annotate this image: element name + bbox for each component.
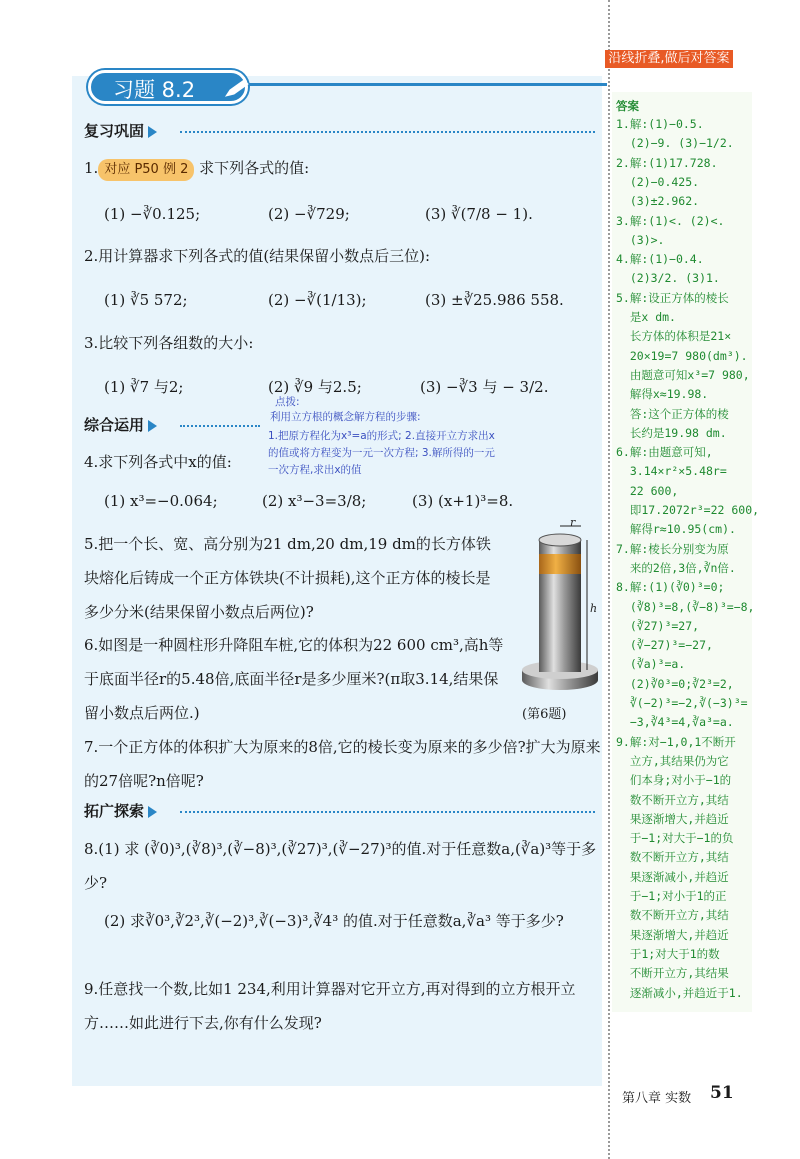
question-3: 3.比较下列各组数的大小: (84, 334, 254, 352)
fold-line (608, 0, 610, 1159)
answer-line: 1.解:(1)−0.5. (616, 117, 704, 131)
question-7: 7.一个正方体的体积扩大为原来的8倍,它的棱长变为原来的多少倍?扩大为原来的27倍呢?n倍呢? (84, 738, 601, 790)
answer-line: 立方,其结果仍为它 (616, 753, 729, 768)
answer-line: 数不断开立方,其结 (616, 908, 729, 923)
answer-line: 6.解:由题意可知, (616, 445, 713, 460)
question-8-1: 8.(1) 求 (∛0)³,(∛8)³,(∛−8)³,(∛27)³,(∛−27)³的值.对于任意数a,(∛a)³等于多少? (84, 840, 597, 892)
answer-line: 8.解:(1)(∛0)³=0; (616, 580, 725, 595)
answer-line: 即17.2072r³=22 600, (616, 503, 760, 517)
question-6: 6.如图是一种圆柱形升降阻车桩,它的体积为22 600 cm³,高h等于底面半径r的5.48倍,底面半径r是多少厘米?(π取3.14,结果保留小数点后两位.) (84, 636, 504, 722)
answer-line: 于−1;对大于−1的负 (616, 831, 734, 846)
triangle-icon (148, 420, 157, 432)
answer-line: 答:这个正方体的棱 (616, 406, 729, 421)
answer-line: 果逐渐减小,并趋近 (616, 869, 729, 884)
answer-line: 解得r≈10.95(cm). (616, 522, 736, 537)
section-review-heading: 复习巩固 (84, 120, 157, 141)
answer-line: 是x dm. (616, 310, 676, 324)
answer-line: 数不断开立方,其结 (616, 792, 729, 807)
hint-line-1: 利用立方根的概念解方程的步骤: (270, 411, 421, 423)
answer-line: (∛8)³=8,(∛−8)³=−8, (616, 599, 755, 614)
reference-tag: 对应 P50 例 2 (98, 159, 194, 181)
answer-line: (3)>. (616, 232, 665, 247)
q2-item-1: (1) ∛5 572; (104, 291, 188, 309)
q4-item-1: (1) x³=−0.064; (104, 492, 218, 510)
title-rule (235, 83, 607, 86)
answer-line: 于−1;对小于1的正 (616, 889, 727, 903)
answer-line: (2)3/2. (3)1. (616, 271, 720, 286)
question-1: 1. 对应 P50 例 2 求下列各式的值: (84, 157, 309, 181)
answer-line: 3.14×r²×5.48r= (616, 464, 727, 479)
answer-line: 数不断开立方,其结 (616, 850, 729, 865)
answer-line: 4.解:(1)−0.4. (616, 252, 704, 267)
q4-item-3: (3) (x+1)³=8. (412, 492, 514, 510)
answer-line: ∛(−2)³=−2,∛(−3)³= (616, 696, 748, 710)
triangle-icon (148, 126, 157, 138)
answer-line: (2)−9. (3)−1/2. (616, 136, 734, 151)
answers-heading: 答案 (616, 99, 639, 113)
q4-item-2: (2) x³−3=3/8; (262, 492, 367, 510)
q1-item-2: (2) −∛729; (268, 205, 350, 223)
answer-line: (3)±2.962. (616, 194, 700, 209)
answer-line: 逐渐减小,并趋近于1. (616, 985, 743, 1000)
answer-line: 长方体的体积是21× (616, 329, 732, 344)
answer-line: (2)−0.425. (616, 174, 700, 189)
section-integrated-heading: 综合运用 (84, 414, 157, 435)
question-2: 2.用计算器求下列各式的值(结果保留小数点后三位): (84, 247, 431, 265)
question-9: 9.任意找一个数,比如1 234,利用计算器对它开立方,再对得到的立方根开立方……如此进行下去,你有什么发现? (84, 980, 576, 1032)
question-8-2: (2) 求∛0³,∛2³,∛(−2)³,∛(−3)³,∛4³ 的值.对于任意数a,∛a³ 等于多少? (104, 912, 564, 930)
answer-line: 由题意可知x³=7 980, (616, 367, 750, 382)
answer-line: (∛a)³=a. (616, 657, 686, 672)
answer-line: 22 600, (616, 483, 679, 498)
q3-item-3: (3) −∛3 与 − 3/2. (420, 378, 549, 396)
radius-label: r (570, 520, 576, 529)
question-5: 5.把一个长、宽、高分别为21 dm,20 dm,19 dm的长方体铁块熔化后铸成一个正方体铁块(不计损耗),这个正方体的棱长是多少分米(结果保留小数点后两位)? (84, 535, 491, 621)
answer-line: 于1;对大于1的数 (616, 946, 720, 961)
question-4: 4.求下列各式中x的值: (84, 453, 232, 471)
q1-item-3: (3) ∛(7/8 − 1). (425, 205, 533, 223)
answer-line: 长约是19.98 dm. (616, 425, 727, 440)
answer-line: 果逐渐增大,并趋近 (616, 811, 729, 826)
answer-line: 9.解:对−1,0,1不断开 (616, 734, 736, 749)
answer-line: 5.解:设正方体的棱长 (616, 290, 729, 305)
answer-fold-tab: 沿线折叠,做后对答案 (605, 50, 733, 68)
answer-line: (∛27)³=27, (616, 618, 700, 633)
answer-line: 2.解:(1)17.728. (616, 155, 718, 170)
answer-line: 20×19=7 980(dm³). (616, 348, 748, 363)
height-label: h (590, 602, 598, 615)
triangle-icon (148, 806, 157, 818)
bollard-figure (515, 520, 605, 720)
pencil-icon (222, 78, 250, 98)
q1-item-1: (1) −∛0.125; (104, 205, 201, 223)
answer-line: 果逐渐增大,并趋近 (616, 927, 729, 942)
hint-line-4: 一次方程,求出x的值 (268, 464, 362, 476)
section-divider (180, 131, 595, 133)
q2-item-3: (3) ±∛25.986 558. (425, 291, 564, 309)
hint-line-3: 的值或将方程变为一元一次方程; 3.解所得的一元 (268, 447, 495, 459)
answer-line: 们本身;对小于−1的 (616, 773, 732, 788)
answer-line: 7.解:棱长分别变为原 (616, 541, 729, 556)
hint-label: 点拨: (275, 396, 300, 408)
answer-line: 3.解:(1)<. (2)<. (616, 213, 725, 228)
section-divider (180, 425, 260, 427)
answer-line: (∛−27)³=−27, (616, 638, 713, 653)
answer-line: 解得x≈19.98. (616, 387, 709, 402)
answer-line: (2)∛0³=0;∛2³=2, (616, 676, 734, 691)
figure-caption: (第6题) (522, 707, 567, 722)
section-divider (180, 811, 595, 813)
hint-line-2: 1.把原方程化为x³=a的形式; 2.直接开立方求出x (268, 430, 495, 442)
answer-line: 来的2倍,3倍,∛n倍. (616, 560, 736, 575)
answer-line: −3,∛4³=4,∛a³=a. (616, 715, 734, 730)
answer-line: 不断开立方,其结果 (616, 966, 729, 981)
exercise-title: 习题 8.2 (88, 70, 248, 104)
q3-item-2: (2) ∛9 与2.5; (268, 378, 362, 396)
page-number: 51 (710, 1083, 734, 1103)
section-extension-heading: 拓广探索 (84, 800, 157, 821)
q2-item-2: (2) −∛(1/13); (268, 291, 367, 309)
q3-item-1: (1) ∛7 与2; (104, 378, 184, 396)
chapter-label: 第八章 实数 (622, 1091, 692, 1106)
